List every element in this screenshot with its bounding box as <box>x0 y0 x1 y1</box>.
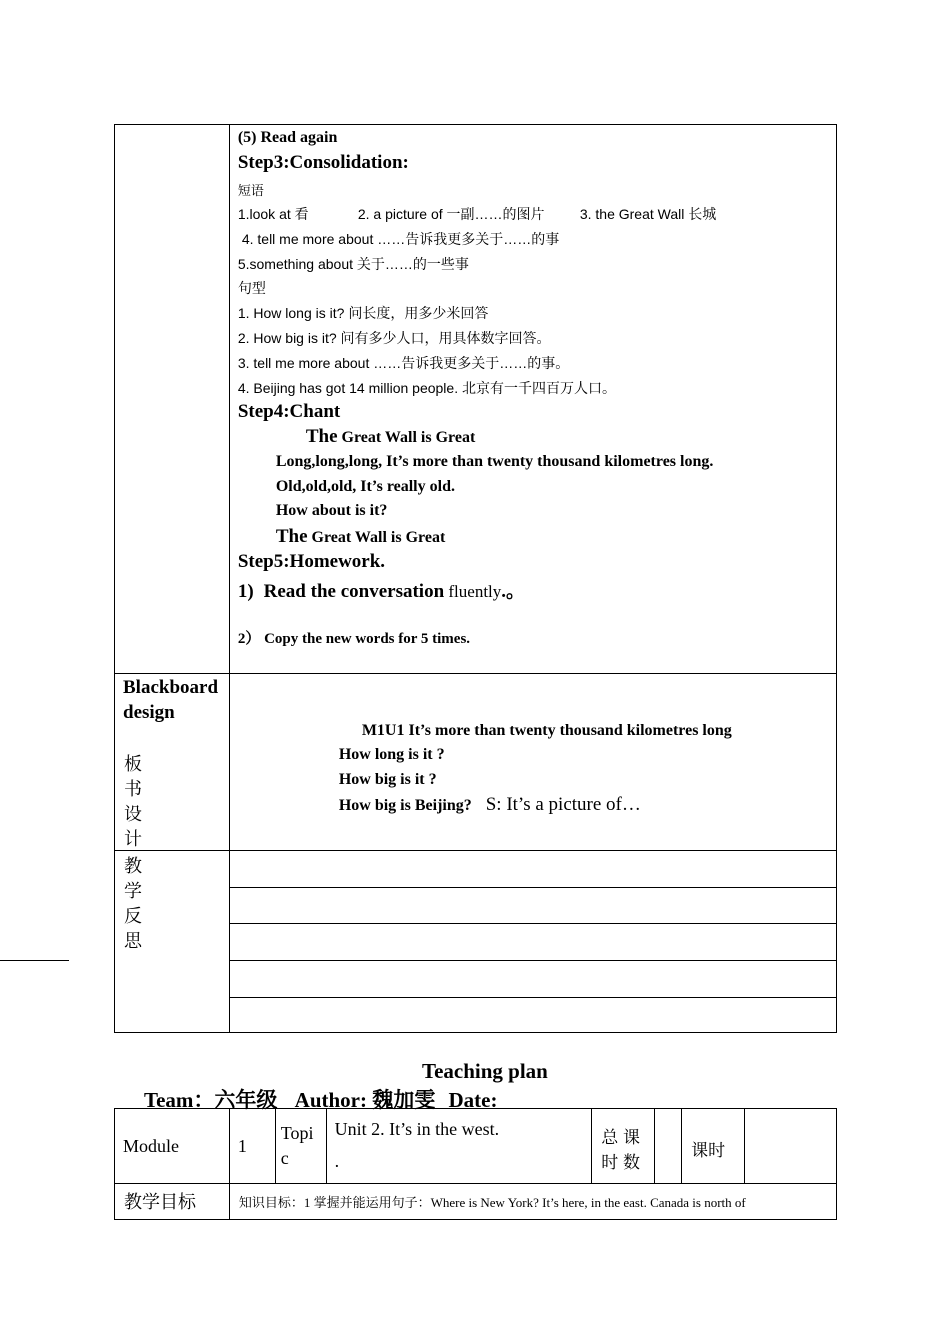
topic-label-cell <box>275 1109 326 1184</box>
homework-1-num: 1) <box>237 581 254 602</box>
reflection-row <box>229 924 836 961</box>
blackboard-line-1: How long is it ? <box>338 746 445 763</box>
total-periods-1: 总 课 <box>601 1128 641 1147</box>
sentence-3: 3. tell me more about ……告诉我更多关于……的事。 <box>237 355 570 371</box>
homework-1-end: .。 <box>501 581 526 602</box>
phrase-3: 3. the Great Wall 长城 <box>579 206 717 222</box>
chant-line-2: Old,old,old, It’s really old. <box>275 478 455 495</box>
phrase-1: 1.look at 看 <box>237 206 309 222</box>
period-label: 课时 <box>691 1141 726 1160</box>
chant-title-2-big: The <box>275 526 308 547</box>
chant-title-1 <box>306 426 475 448</box>
phrase-4: 4. tell me more about ……告诉我更多关于……的事 <box>241 231 560 247</box>
goal-content-cell <box>229 1184 836 1220</box>
goal-label: 教学目标 <box>124 1192 196 1212</box>
phrases-label: 短语 <box>237 183 264 198</box>
author-value: 魏加雯 <box>372 1088 436 1112</box>
lesson-table <box>114 124 837 1033</box>
step4-title: Step4:Chant <box>237 401 341 422</box>
phrase-5: 5.something about 关于……的一些事 <box>237 256 469 272</box>
step5-title: Step5:Homework. <box>237 551 386 572</box>
homework-1-bold: Read the conversation <box>263 581 445 602</box>
blackboard-cn-2: 书 <box>124 779 142 799</box>
unit-dot: . <box>334 1151 340 1171</box>
homework-2: 2） Copy the new words for 5 times. <box>237 631 471 647</box>
phrase-2: 2. a picture of 一副……的图片 <box>357 206 545 222</box>
unit-value: Unit 2. It’s in the west. <box>334 1119 500 1139</box>
chant-title-1-rest: Great Wall is Great <box>337 429 476 446</box>
procedure-content-cell <box>229 125 836 674</box>
step3-title: Step3:Consolidation: <box>237 152 409 173</box>
blackboard-title: M1U1 It’s more than twenty thousand kilometres long <box>361 722 732 739</box>
module-label: Module <box>123 1136 179 1156</box>
blackboard-line-3-bold: How big is Beijing? <box>338 797 472 814</box>
chant-line-1: Long,long,long, It’s more than twenty thousand kilometres long. <box>275 453 714 470</box>
margin-rule <box>0 960 69 961</box>
total-periods-2: 时 数 <box>601 1153 641 1172</box>
blackboard-line-2: How big is it ? <box>338 771 437 788</box>
sentence-4: 4. Beijing has got 14 million people. 北京有一千四百万人口。 <box>237 380 616 396</box>
homework-1-rest: fluently <box>444 582 502 601</box>
sentence-2: 2. How big is it? 问有多少人口，用具体数字回答。 <box>237 330 551 346</box>
reflection-cn-1: 教 <box>124 856 142 876</box>
sentence-1: 1. How long is it? 问长度，用多少米回答 <box>237 305 489 321</box>
blackboard-label-1: Blackboard <box>123 677 219 698</box>
sentences-label: 句型 <box>237 280 266 296</box>
team-value: 六年级 <box>214 1088 278 1112</box>
reflection-label-cell <box>115 851 230 1033</box>
reflection-cn-2: 学 <box>124 881 142 901</box>
reflection-row <box>229 961 836 998</box>
topic-label-2: c <box>280 1148 289 1168</box>
homework-1 <box>238 576 525 603</box>
goal-text: 知识目标：1 掌握并能运用句子：Where is New York? It’s here, in the east. Canada is north of <box>238 1195 746 1210</box>
blackboard-label-2: design <box>123 702 175 723</box>
reflection-row <box>229 998 836 1033</box>
topic-label-1: Topi <box>280 1123 314 1143</box>
blackboard-content-cell <box>229 674 836 851</box>
team-label: Team： <box>144 1088 215 1112</box>
chant-line-3: How about is it? <box>275 502 388 519</box>
blackboard-line-3 <box>339 794 641 816</box>
period-value-cell <box>745 1109 837 1184</box>
procedure-label-cell <box>115 125 230 674</box>
module-value-cell <box>229 1109 275 1184</box>
total-periods-value-cell <box>655 1109 682 1184</box>
reflection-row <box>229 888 836 924</box>
blackboard-cn-4: 计 <box>124 829 142 849</box>
blackboard-line-3-rest: S: It’s a picture of… <box>485 794 641 815</box>
goal-label-cell <box>115 1184 230 1220</box>
blackboard-cn-1: 板 <box>124 754 142 774</box>
chant-title-2 <box>276 526 445 548</box>
reflection-cn-3: 反 <box>124 906 142 926</box>
plan-table <box>114 1108 837 1220</box>
blackboard-cn-3: 设 <box>124 804 142 824</box>
reflection-row <box>229 851 836 888</box>
module-label-cell <box>115 1109 230 1184</box>
chant-title-1-big: The <box>305 426 338 447</box>
module-value: 1 <box>237 1136 247 1156</box>
date-label: Date: <box>448 1088 498 1112</box>
reflection-cn-4: 思 <box>124 931 142 951</box>
blackboard-label-cell <box>115 674 230 851</box>
period-label-cell <box>682 1109 745 1184</box>
total-periods-cell <box>592 1109 655 1184</box>
read-again-step: (5) Read again <box>237 129 338 146</box>
unit-cell <box>326 1109 592 1184</box>
chant-title-2-rest: Great Wall is Great <box>307 529 446 546</box>
plan-title: Teaching plan <box>422 1059 548 1083</box>
author-label: Author: <box>294 1088 367 1112</box>
